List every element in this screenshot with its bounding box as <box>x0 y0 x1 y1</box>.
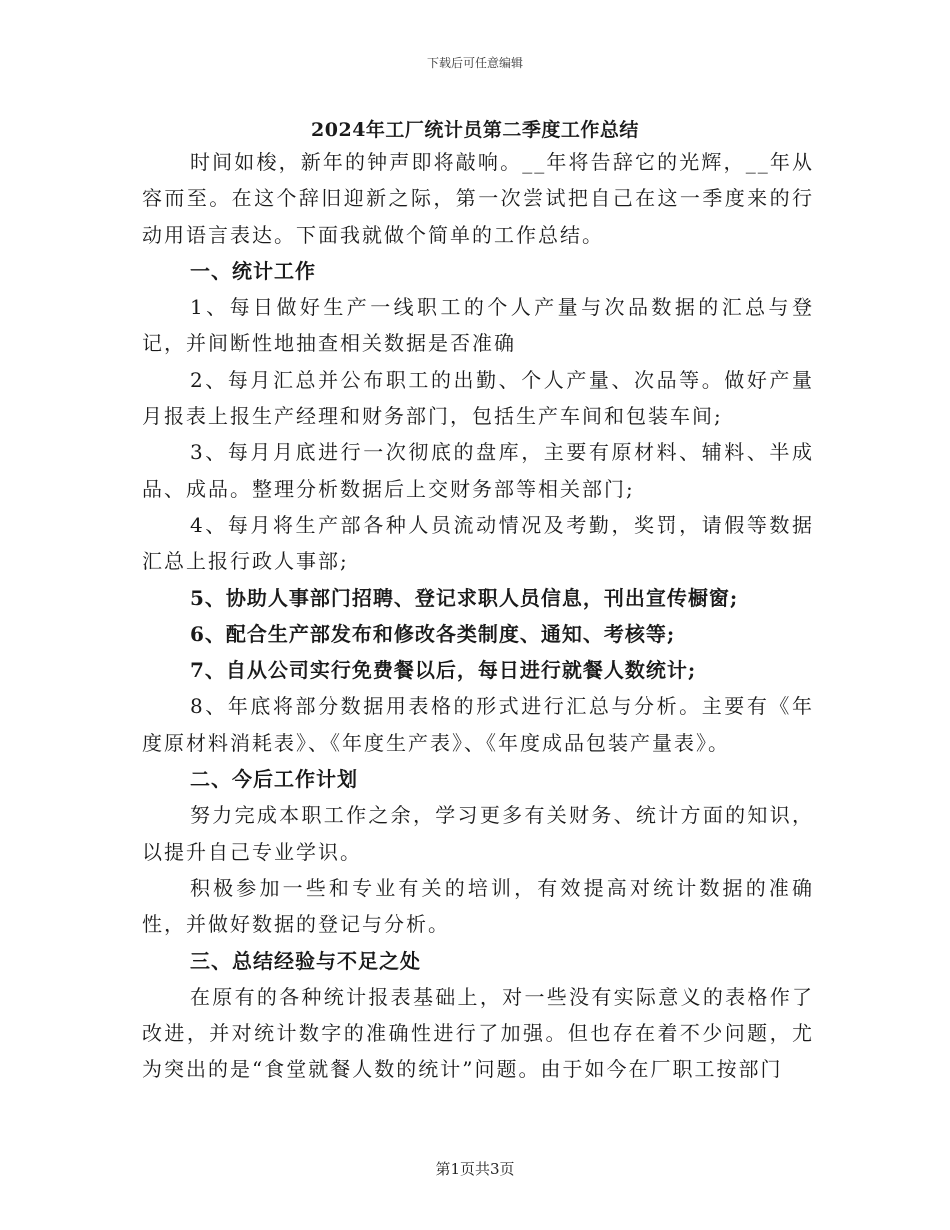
list-item-7: 7、自从公司实行免费餐以后，每日进行就餐人数统计; <box>190 658 697 683</box>
document-body <box>142 144 814 1088</box>
paragraph-intro: 时间如梭，新年的钟声即将敲响。__年将告辞它的光辉，__年从容而至。在这个辞旧迎新之际，第一次尝试把自己在这一季度来的行动用语言表达。下面我就做个简单的工作总结。 <box>142 150 814 247</box>
list-item-6: 6、配合生产部发布和修改各类制度、通知、考核等; <box>190 621 676 646</box>
list-item-8: 8、年底将部分数据用表格的形式进行汇总与分析。主要有《年度原材料消耗表》、《年度生产表》、《年度成品包装产量表》。 <box>142 694 814 755</box>
document-title: 2024年工厂统计员第二季度工作总结 <box>311 119 639 141</box>
paragraph-summary: 在原有的各种统计报表基础上，对一些没有实际意义的表格作了改进，并对统计数字的准确性进行了加强。但也存在着不少问题，尤为突出的是“食堂就餐人数的统计”问题。由于如今在厂职工按部门 <box>142 984 814 1082</box>
list-item-4: 4、每月将生产部各种人员流动情况及考勤，奖罚，请假等数据汇总上报行政人事部; <box>142 512 814 574</box>
page-number-footer: 第1页共3页 <box>435 1160 515 1178</box>
page-header-note: 下载后可任意编辑 <box>426 56 523 70</box>
section-heading-plans: 二、今后工作计划 <box>190 767 358 792</box>
list-item-5: 5、协助人事部门招聘、登记求职人员信息，刊出宣传橱窗; <box>190 585 739 610</box>
paragraph-plan-2: 积极参加一些和专业有关的培训，有效提高对统计数据的准确性，并做好数据的登记与分析。 <box>142 875 814 937</box>
list-item-3: 3、每月月底进行一次彻底的盘库，主要有原材料、辅料、半成品、成品。整理分析数据后上交财务部等相关部门; <box>142 440 814 501</box>
list-item-2: 2、每月汇总并公布职工的出勤、个人产量、次品等。做好产量月报表上报生产经理和财务部门，包括生产车间和包装车间; <box>142 367 814 429</box>
paragraph-plan-1: 努力完成本职工作之余，学习更多有关财务、统计方面的知识，以提升自己专业学识。 <box>142 803 814 864</box>
section-heading-summary: 三、总结经验与不足之处 <box>190 948 421 973</box>
section-heading-statistics: 一、统计工作 <box>190 258 316 283</box>
list-item-1: 1、每日做好生产一线职工的个人产量与次品数据的汇总与登记，并间断性地抽查相关数据是否准确 <box>142 295 814 356</box>
